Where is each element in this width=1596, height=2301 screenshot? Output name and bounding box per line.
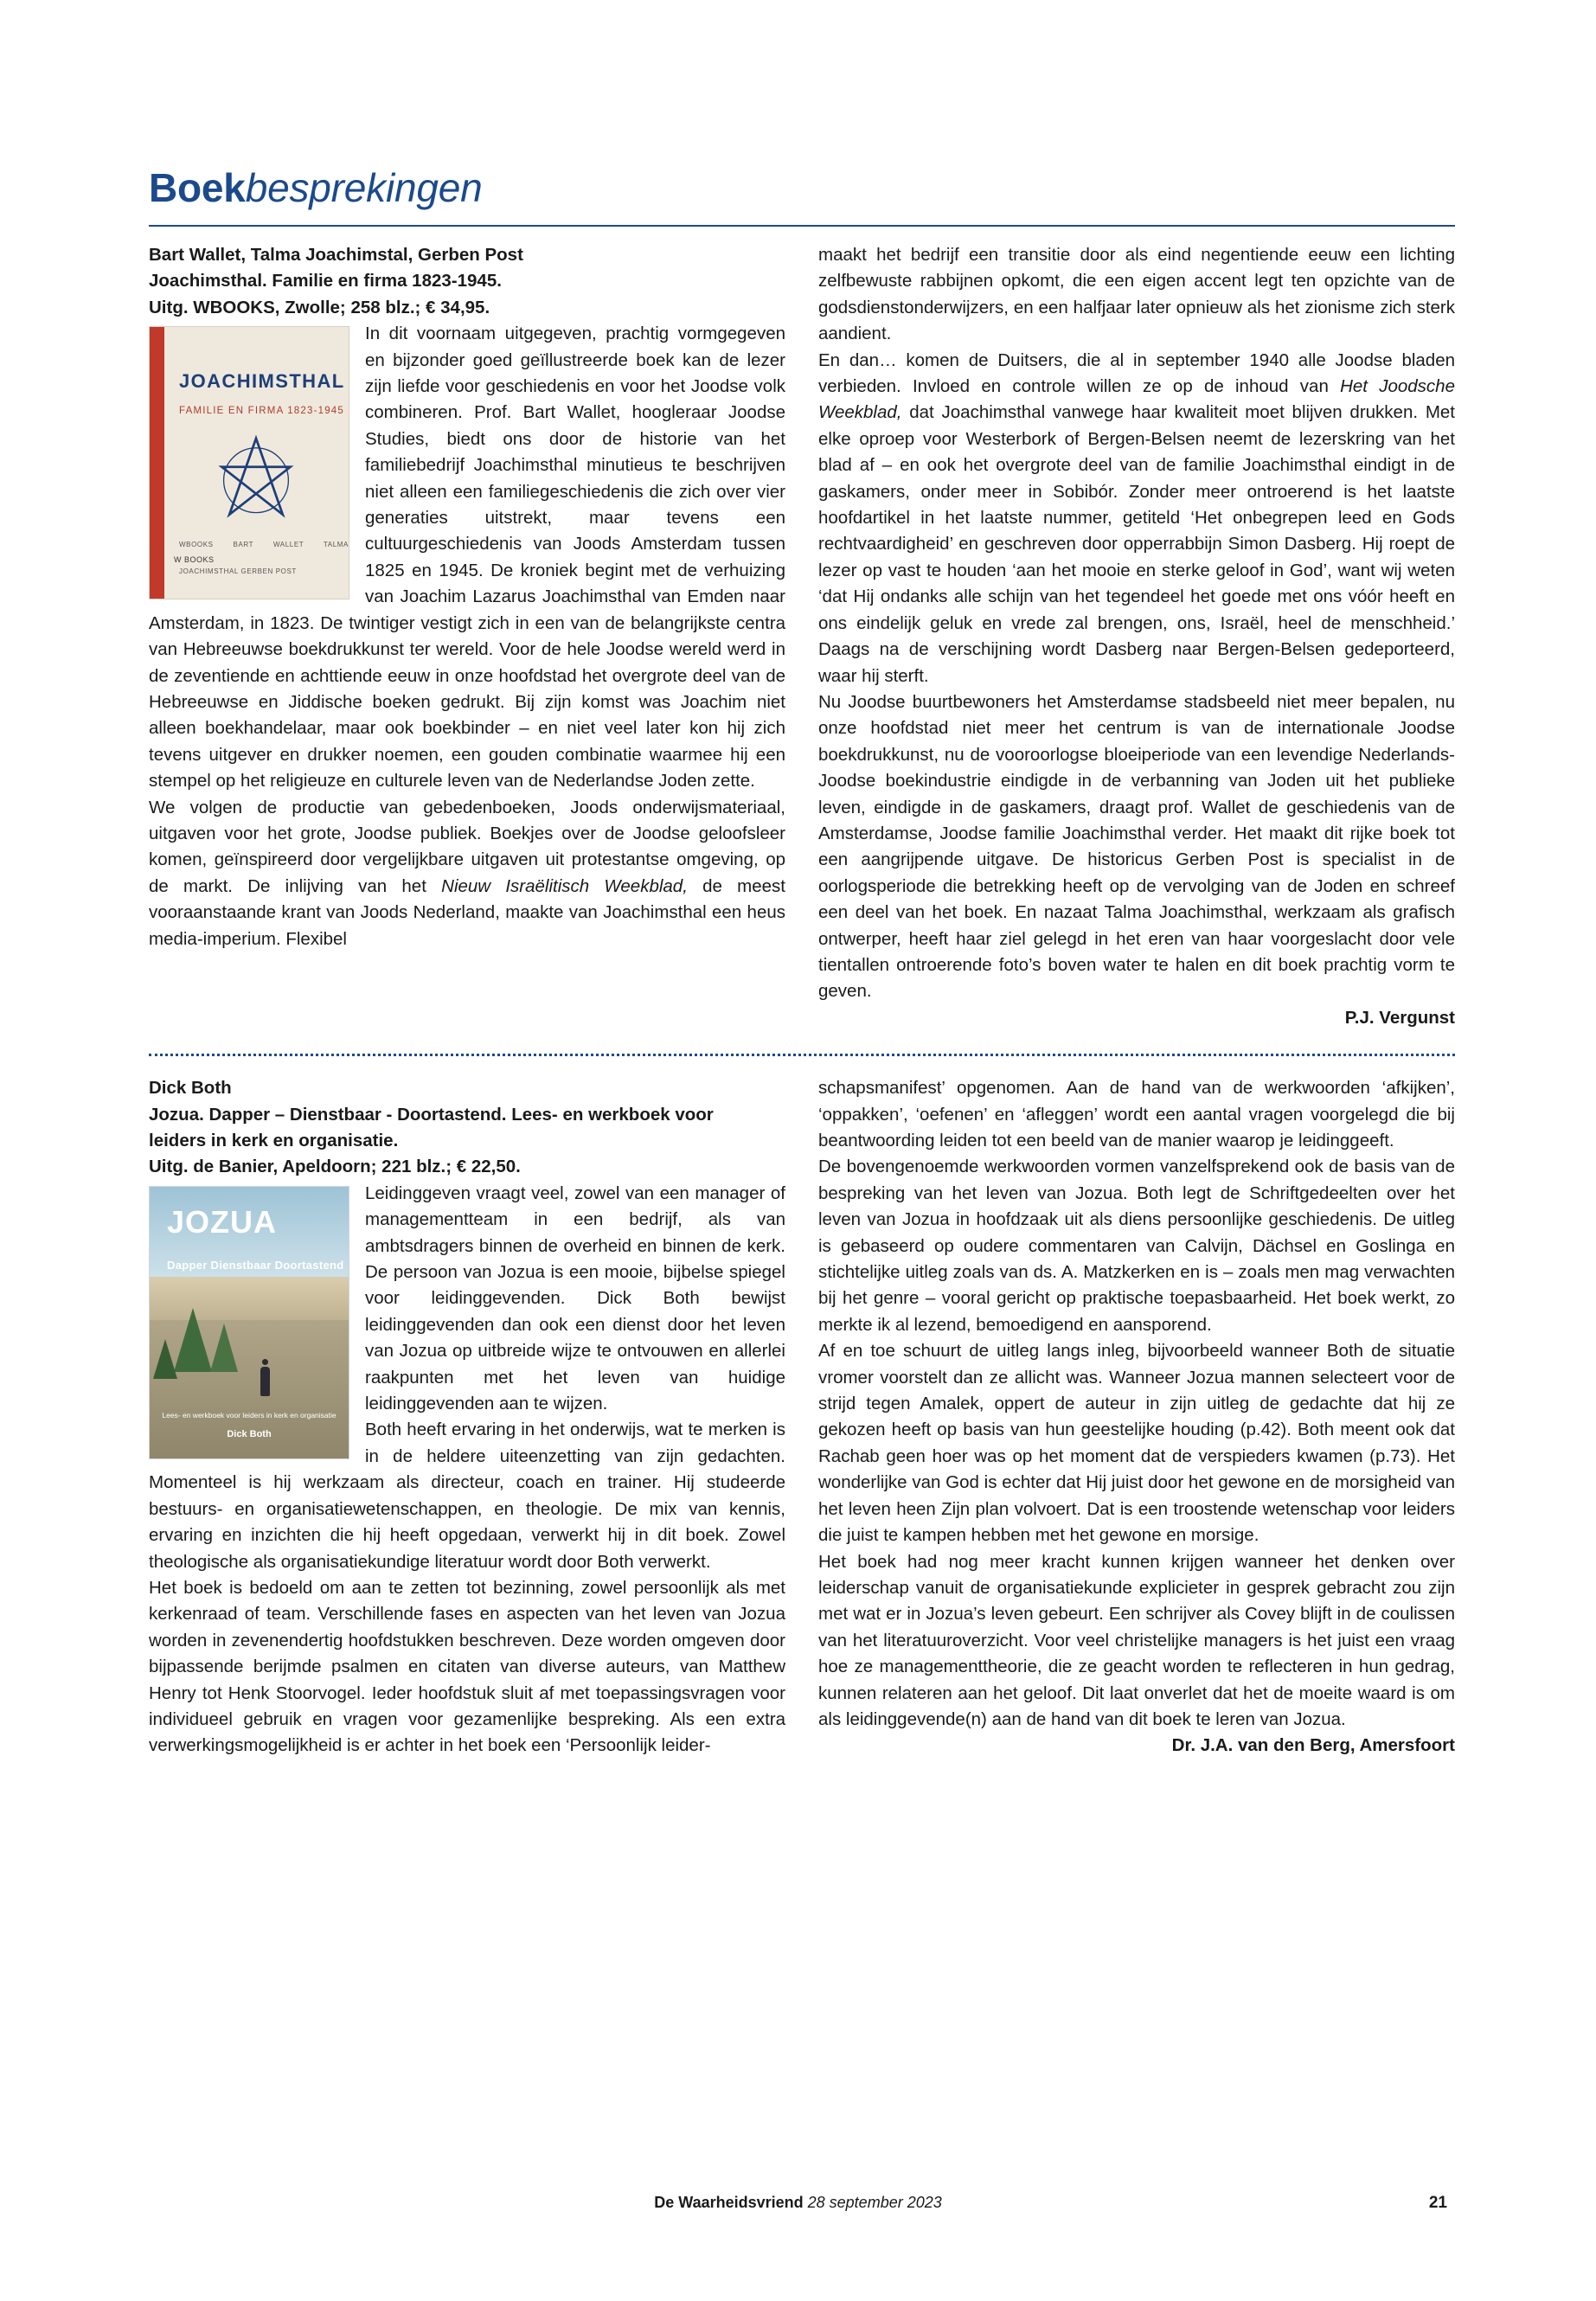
cover-footer-text: WBOOKS BART WALLET TALMA JOACHIMSTHAL GERBEN POST <box>179 541 349 575</box>
cover-author: Dick Both <box>227 1429 272 1440</box>
review1-left-p2-b: de meest vooraanstaande krant van Joods Nederland, maakte van Joachimsthal een heus media-imperium. Flexibel <box>149 875 785 949</box>
review1-heading-line3: Uitg. WBOOKS, Zwolle; 258 blz.; € 34,95. <box>149 297 490 317</box>
review-joachimsthal <box>149 242 1455 1031</box>
cover-title: JOACHIMSTHAL <box>179 370 345 393</box>
cover-spine <box>150 327 164 599</box>
review2-left-paragraph-1: Leidinggeven vraagt veel, zowel van een manager of managementteam in een bedrijf, als van ambtsdragers binnen de overheid en binnen de kerk. De persoon van Jozua is een mooie, bijbelse spiegel voor leidinggevenden. Dick Both bewijst leidinggevenden dan ook een dienst door het leven van Jozua op uitbreide wijze te ontvouwen en allerlei raakpunten met het leven van huidige leidinggevenden aan te wijzen. <box>365 1183 785 1414</box>
review2-left-paragraph-3: Het boek is bedoeld om aan te zetten tot bezinning, zowel persoonlijk als met kerkenraad of team. Verschillende fases en aspecten van het leven van Jozua worden in zevenendertig hoofdstukken beschreven. Deze worden omgeven door bijpassende berijmde psalmen en citaten van diverse auteurs, van Matthew Henry tot Henk Stoorvogel. Ieder hoofdstuk sluit af met toepassingsvragen voor individueel gebruik en vragen voor gezamenlijke bespreking. Als een extra verwerkingsmogelijkheid is er achter in het boek een ‘Persoonlijk leider- <box>149 1577 785 1756</box>
page-number: 21 <box>1428 2194 1447 2212</box>
review2-heading-line3: leiders in kerk en organisatie. <box>149 1131 399 1150</box>
masthead-rule <box>149 225 1455 227</box>
review1-right-p2-a: En dan… komen de Duitsers, die al in september 1940 alle Joodse bladen verbieden. Invloed en controle willen ze op de inhoud van <box>818 349 1455 397</box>
footer-publication-title: De Waarheidsvriend <box>654 2194 804 2211</box>
footer-date: 28 september 2023 <box>807 2194 942 2211</box>
review1-columns <box>149 242 1455 1031</box>
section-divider <box>149 1054 1455 1056</box>
masthead-bold: Boek <box>149 165 246 210</box>
review2-right-paragraph-1: schapsmanifest’ opgenomen. Aan de hand van de werkwoorden ‘afkijken’, ‘oppakken’, ‘oefenen’ en ‘afleggen’ wordt een aantal vragen voorgelegd die bij beantwoording leiden tot een beeld van de manier waarop je leidinggeeft. <box>818 1078 1455 1150</box>
review1-left-column <box>149 242 785 952</box>
review2-heading-line2: Jozua. Dapper – Dienstbaar - Doortastend. Lees- en werkboek voor <box>149 1104 714 1125</box>
review2-left-paragraph-2: Both heeft ervaring in het onderwijs, wat te merken is in de heldere uiteenzetting van zijn gedachten. Momenteel is hij werkzaam als directeur, coach en trainer. Hij studeerde bestuurs- en organisatiewetenschappen, en theologie. De mix van kennis, ervaring en inzichten die hij heeft opgedaan, verwerkt hij in dit boek. Zowel theologische als organisatiekundige literatuur wordt door Both verwerkt. <box>149 1420 785 1572</box>
review1-right-paragraph-1: maakt het bedrijf een transitie door als eind negentiende eeuw een lichting zelfbewuste rabbijnen opkomt, die een eigen accent legt ten opzichte van de godsdienstonderwijzers, en een halfjaar later opnieuw als het zionisme zich sterk aandient. <box>818 245 1455 344</box>
masthead-italic: besprekingen <box>245 165 483 210</box>
footer-center <box>149 2194 1447 2212</box>
review2-heading-line4: Uitg. de Banier, Apeldoorn; 221 blz.; € 22,50. <box>149 1157 521 1177</box>
cover-subtitle: FAMILIE EN FIRMA 1823-1945 <box>179 406 344 417</box>
article-content <box>149 164 1455 1759</box>
cover-strip-text: Lees- en werkboek voor leiders in kerk en organisatie <box>162 1411 337 1420</box>
review1-left-p2-italic: Nieuw Israëlitisch Weekblad, <box>441 875 688 896</box>
review1-right-paragraph-3: Nu Joodse buurtbewoners het Amsterdamse stadsbeeld niet meer bepalen, nu onze hoofdstad niet meer het centrum is van de internationale Joodse boekdrukkunst, nu de vooroorlogse bloeiperiode van een levendige Nederlands-Joodse boekindustrie eindigde in de verbanning van Joden uit het publieke leven, eindigde in de gaskamers, draagt prof. Wallet de geschiedenis van de Amsterdamse, Joodse familie Joachimsthal verder. Het maakt dit rijke boek tot een aangrijpende uitgave. De historicus Gerben Post is specialist in de oorlogsperiode die betrekking heeft op de vervolging van de Joden en schreef een deel van het boek. En nazaat Talma Joachimsthal, werkzaam als grafisch ontwerper, heeft haar ziel gelegd in het eren van haar voorgeslacht door vele tientallen ontroerende foto’s boven water te halen en dit boek prachtig vorm te geven. <box>818 691 1455 1002</box>
review1-right-p2-italic: Het Joodsche Weekblad, <box>818 376 1455 423</box>
page-title <box>149 164 1455 225</box>
book-cover-jozua <box>149 1186 349 1459</box>
review2-heading-line1: Dick Both <box>149 1078 232 1099</box>
review1-signature: P.J. Vergunst <box>1344 1007 1455 1028</box>
tree-icon <box>174 1308 212 1372</box>
person-figure-icon <box>260 1367 270 1396</box>
review1-right-column <box>818 242 1455 1031</box>
review1-heading-line2: Joachimsthal. Familie en firma 1823-1945. <box>149 271 502 292</box>
review1-heading-line1: Bart Wallet, Talma Joachimstal, Gerben Post <box>149 245 523 265</box>
review1-right-paragraph-2 <box>818 348 1455 689</box>
review-jozua <box>149 1075 1455 1759</box>
star-of-david-icon <box>208 431 304 526</box>
cover-subtitle: Dapper Dienstbaar Doortastend <box>167 1258 344 1272</box>
review2-signature: Dr. J.A. van den Berg, Amersfoort <box>1171 1735 1455 1756</box>
review2-right-column <box>818 1075 1455 1759</box>
review2-right-paragraph-2: De bovengenoemde werkwoorden vormen vanzelfsprekend ook de basis van de bespreking van het leven van Jozua. Both legt de Schriftgedeelten over het leven van Jozua in hoofdzaak uit als diens persoonlijke geschiedenis. De uitleg is gebaseerd op oudere commentaren van Calvijn, Dächsel en Goslinga en stichtelijke uitleg zoals van ds. A. Matzkerken en is – zoals men mag verwachten bij het genre – vooral gericht op praktische toepasbaarheid. Het boek werkt, zo merkte ik al lezend, bemoedigend en aansporend. <box>818 1157 1455 1335</box>
review2-left-column <box>149 1075 785 1759</box>
cover-publisher-logo: W BOOKS <box>174 554 215 564</box>
review1-right-p2-b: dat Joachimsthal vanwege haar kwaliteit moet blijven drukken. Met elke oproep voor Westerbork of Bergen-Belsen neemt de lezerskring van het blad af – en ook het overgrote deel van de familie Joachimsthal eindigt in de gaskamers, onder meer in Sobibór. Zonder meer ontroerend is het laatste hoofdartikel in het laatste nummer, getiteld ‘Het onbegrepen leed en Gods rechtvaardigheid’ en geschreven door opperrabbijn Simon Dasberg. Hij roept de lezer op vast te houden ‘aan het mooie en sterke geloof in God’, want wij weten ‘dat Hij ondanks alle schijn van het tegendeel het goede met ons vóór heeft en ons eindelijk geluk en vrede zal brengen, ons, Israël, heel de menschheid.’ Daags na de verschijning wordt Dasberg naar Bergen-Belsen gedeporteerd, waar hij sterft. <box>818 402 1455 686</box>
review1-left-paragraph-1: In dit voornaam uitgegeven, prachtig vormgegeven en bijzonder goed geïllustreerde boek kan de lezer zijn liefde voor geschiedenis en voor het Joodse volk combineren. Prof. Bart Wallet, hoogleraar Joodse Studies, biedt ons door de historie van het familiebedrijf Joachimsthal minutieus te beschrijven niet alleen een familiegeschiedenis die zich over vier generaties uitstrekt, maar tevens een cultuurgeschiedenis van Joods Amsterdam tussen 1825 en 1945. De kroniek begint met de verhuizing van Joachim Lazarus Joachimsthal van Emden naar Amsterdam, in 1823. De twintiger vestigt zich in een van de belangrijkste centra van Hebreeuwse boekdrukkunst ter wereld. Voor de hele Joodse wereld werd in de zeventiende en achttiende eeuw in onze hoofdstad het overgrote deel van de Hebreeuwse en Jiddische boeken gedrukt. Bij zijn komst was Joachim niet alleen boekhandelaar, maar ook boekbinder – en niet veel later kon hij zich tevens uitgever en drukker noemen, een gouden combinatie waarmee hij een stempel op het religieuze en culturele leven van de Nederlandse Joden zette. <box>149 324 785 792</box>
tree-icon <box>153 1339 177 1379</box>
cover-title: JOZUA <box>167 1203 278 1240</box>
review1-left-paragraph-2 <box>149 795 785 952</box>
review1-left-p2-a: We volgen de productie van gebedenboeken, Joods onderwijsmateriaal, uitgaven voor het grote, Joodse publiek. Boekjes over de Joodse geloofsleer komen, geïnspireerd door vergelijkbare uitgaven uit protestantse omgeving, op de markt. De inlijving van het <box>149 797 785 896</box>
tree-icon <box>210 1324 238 1372</box>
review2-right-paragraph-3: Af en toe schuurt de uitleg langs inleg, bijvoorbeeld wanneer Both de situatie vromer voorstelt dan ze allicht was. Wanneer Jozua mannen selecteert voor de strijd tegen Amalek, oppert de auteur in zijn uitleg de gedachte dat hij ze gekozen heeft op basis van hun geestelijke houding (p.42). Both meent ook dat Rachab geen hoer was op het moment dat de verspieders kwamen (p.73). Het wonderlijke van God is echter dat Hij juist door het gewone en de morsigheid van het leven heen Zijn plan volvoert. Dat is een troostende wetenschap voor leiders die juist te kampen hebben met het gewone en morsige. <box>818 1341 1455 1546</box>
book-cover-joachimsthal <box>149 326 349 599</box>
review2-columns <box>149 1075 1455 1759</box>
review2-right-paragraph-4: Het boek had nog meer kracht kunnen krijgen wanneer het denken over leiderschap vanuit de organisatiekunde explicieter in gesprek gebracht zou zijn met wat er in Jozua’s leven gebeurt. Een schrijver als Covey blijft in de coulissen van het literatuuroverzicht. Voor veel christelijke managers is het juist een vraag hoe ze managementtheorie, die ze geacht worden te reflecteren in hun gedrag, kunnen relateren aan het geloof. Dit laat onverlet dat het de moeite waard is om als leidinggevende(n) aan de hand van dit boek te leren van Jozua. <box>818 1551 1455 1729</box>
page-footer <box>149 2194 1447 2212</box>
